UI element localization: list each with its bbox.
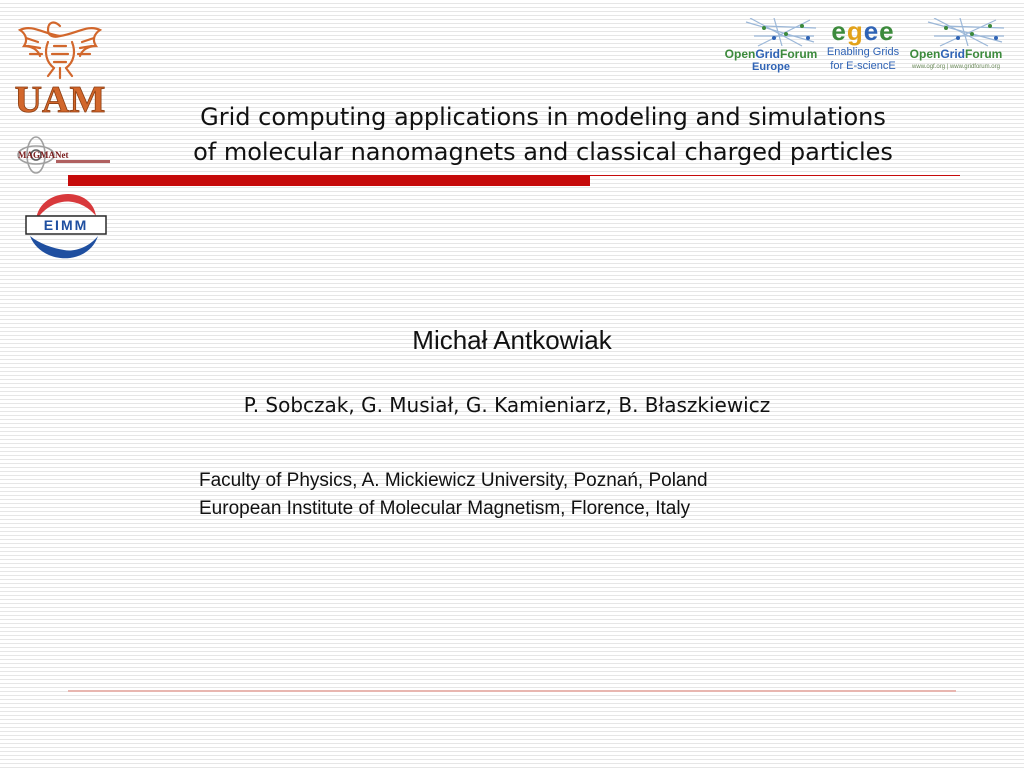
title-underline-line (590, 175, 960, 176)
affiliations (199, 467, 959, 523)
affiliation-line: European Institute of Molecular Magnetism, Florence, Italy (199, 498, 691, 519)
uam-logo (14, 16, 106, 120)
eimm-logo (24, 190, 108, 262)
egee-icon (820, 16, 906, 46)
ogf-urls: www.ogf.org | www.gridforum.org (912, 64, 1000, 70)
ogf-europe-wordmark: OpenGridForum (724, 47, 818, 61)
coauthors: P. Sobczak, G. Musiał, G. Kamieniarz, B. Błaszkiewicz (243, 393, 771, 417)
eimm-logo-text: EIMM (43, 217, 89, 233)
eimm-icon (24, 190, 108, 262)
footer-divider (68, 690, 956, 692)
ogf-grid-icon (904, 18, 1008, 48)
ogf-logo (904, 18, 1008, 76)
ogf-europe-logo (724, 18, 818, 76)
magmanet-logo (16, 132, 112, 178)
magmanet-logo-text: MAGMANet (18, 150, 69, 160)
uam-eagle-icon (14, 16, 106, 120)
egee-tagline-1: Enabling Grids (826, 46, 900, 58)
title-underline-bar (68, 175, 590, 186)
slide-title (118, 100, 968, 170)
slide-title-line-2: of molecular nanomagnets and classical charged particles (193, 138, 893, 166)
affiliation-line: Faculty of Physics, A. Mickiewicz University, Poznań, Poland (199, 470, 708, 491)
slide-title-line-1: Grid computing applications in modeling and simulations (200, 103, 886, 131)
presenter-name: Michał Antkowiak (412, 325, 612, 355)
egee-logo (820, 16, 906, 76)
ogf-wordmark: OpenGridForum (909, 47, 1003, 61)
ogf-europe-subtitle: Europe (752, 61, 790, 73)
magmanet-icon (16, 132, 112, 178)
uam-logo-text: UAM (14, 79, 106, 120)
egee-tagline-2: for E-sciencE (830, 60, 896, 72)
svg-text:egee: egee (831, 16, 895, 46)
ogf-grid-icon (724, 18, 818, 48)
